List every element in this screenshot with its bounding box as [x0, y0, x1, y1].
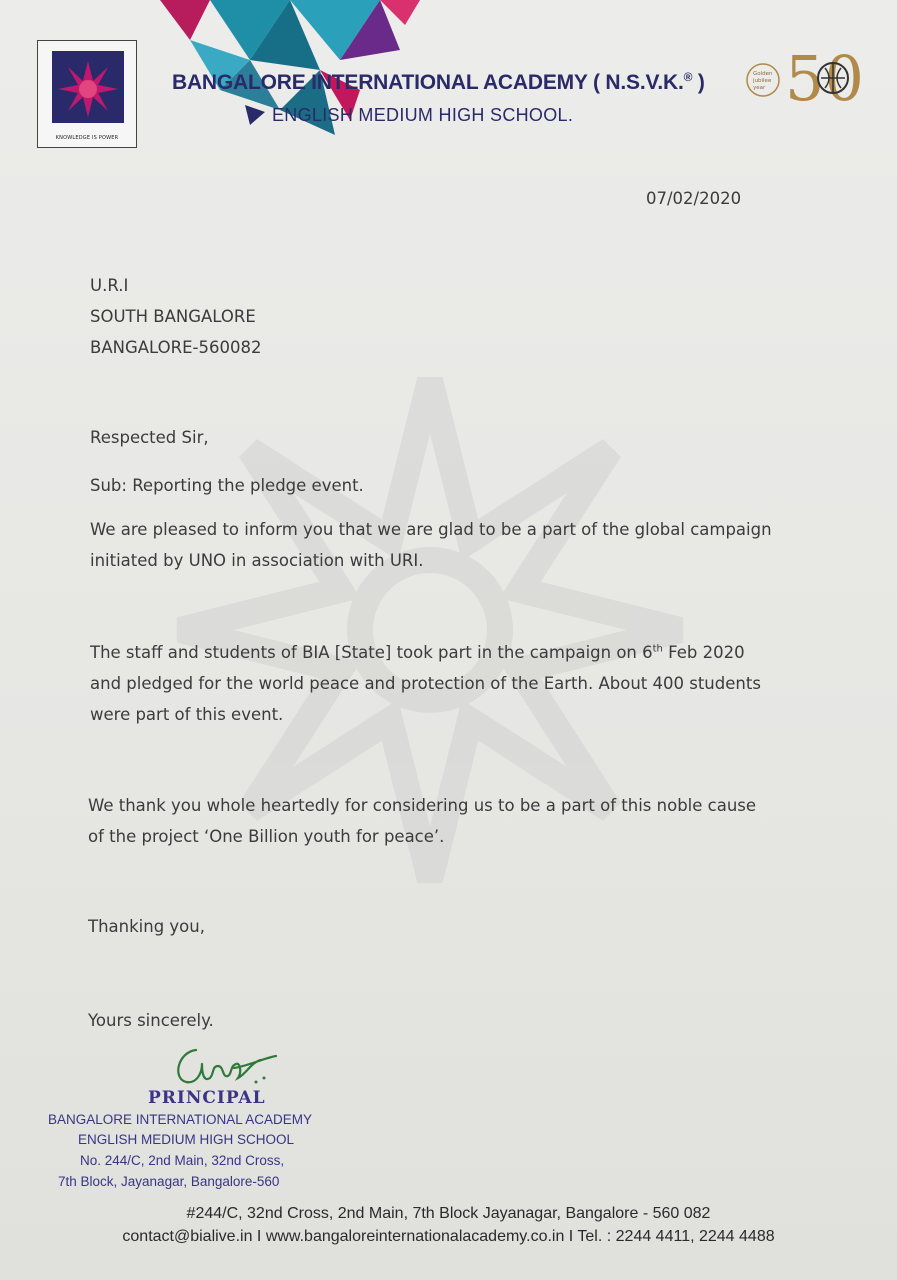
signoff-line: Yours sincerely. [88, 1011, 214, 1030]
address-line: BANGALORE-560082 [90, 338, 262, 357]
logo-motto: KNOWLEDGE IS POWER [55, 135, 119, 141]
paragraph-line: We are pleased to inform you that we are glad to be a part of the global campaign [90, 520, 772, 539]
paragraph-line: of the project ‘One Billion youth for peace’. [88, 827, 445, 846]
paragraph-line: and pledged for the world peace and protection of the Earth. About 400 students [90, 674, 761, 693]
paragraph-line: were part of this event. [90, 705, 284, 724]
footer-address: #244/C, 32nd Cross, 2nd Main, 7th Block Jayanagar, Bangalore - 560 082 [186, 1205, 711, 1222]
paragraph-line: initiated by UNO in association with URI. [90, 551, 424, 570]
address-line: U.R.I [90, 276, 129, 295]
jubilee-word-3: year [753, 85, 766, 91]
paragraph-line: The staff and students of BIA [State] took part in the campaign on 6th Feb 2020 [90, 643, 745, 662]
paragraph-1 [90, 514, 772, 576]
salutation: Respected Sir, [90, 428, 209, 447]
jubilee-word-1: Golden [753, 71, 773, 77]
school-logo [37, 40, 137, 148]
golden-jubilee-emblem [745, 38, 864, 118]
stamp-title: PRINCIPAL [148, 1088, 266, 1108]
star-logo-icon [46, 47, 130, 131]
jubilee-word-2: jubilee [753, 78, 772, 84]
address-line: SOUTH BANGALORE [90, 307, 256, 326]
footer-contact: contact@bialive.in I www.bangaloreinternationalacademy.co.in I Tel. : 2244 4411, 2244 4488 [122, 1228, 775, 1245]
recipient-address [90, 270, 261, 363]
school-name: BANGALORE INTERNATIONAL ACADEMY ( N.S.V.K.® ) [172, 70, 705, 94]
letter-date: 07/02/2020 [646, 189, 742, 208]
ordinal-suffix: th [652, 643, 663, 655]
subject-line: Sub: Reporting the pledge event. [90, 476, 364, 495]
paragraph-line: We thank you whole heartedly for considering us to be a part of this noble cause [88, 796, 757, 815]
closing-line: Thanking you, [88, 917, 205, 936]
jubilee-number: 50 [785, 42, 864, 115]
registered-mark: ® [683, 70, 693, 84]
stamp-line: BANGALORE INTERNATIONAL ACADEMY [48, 1112, 313, 1127]
stamp-line: 7th Block, Jayanagar, Bangalore-560 [58, 1174, 280, 1189]
paragraph-2 [90, 637, 761, 730]
school-subtitle: ENGLISH MEDIUM HIGH SCHOOL. [272, 105, 574, 125]
paragraph-3 [88, 790, 756, 852]
stamp-line: No. 244/C, 2nd Main, 32nd Cross, [80, 1153, 285, 1168]
stamp-line: ENGLISH MEDIUM HIGH SCHOOL [78, 1132, 295, 1147]
